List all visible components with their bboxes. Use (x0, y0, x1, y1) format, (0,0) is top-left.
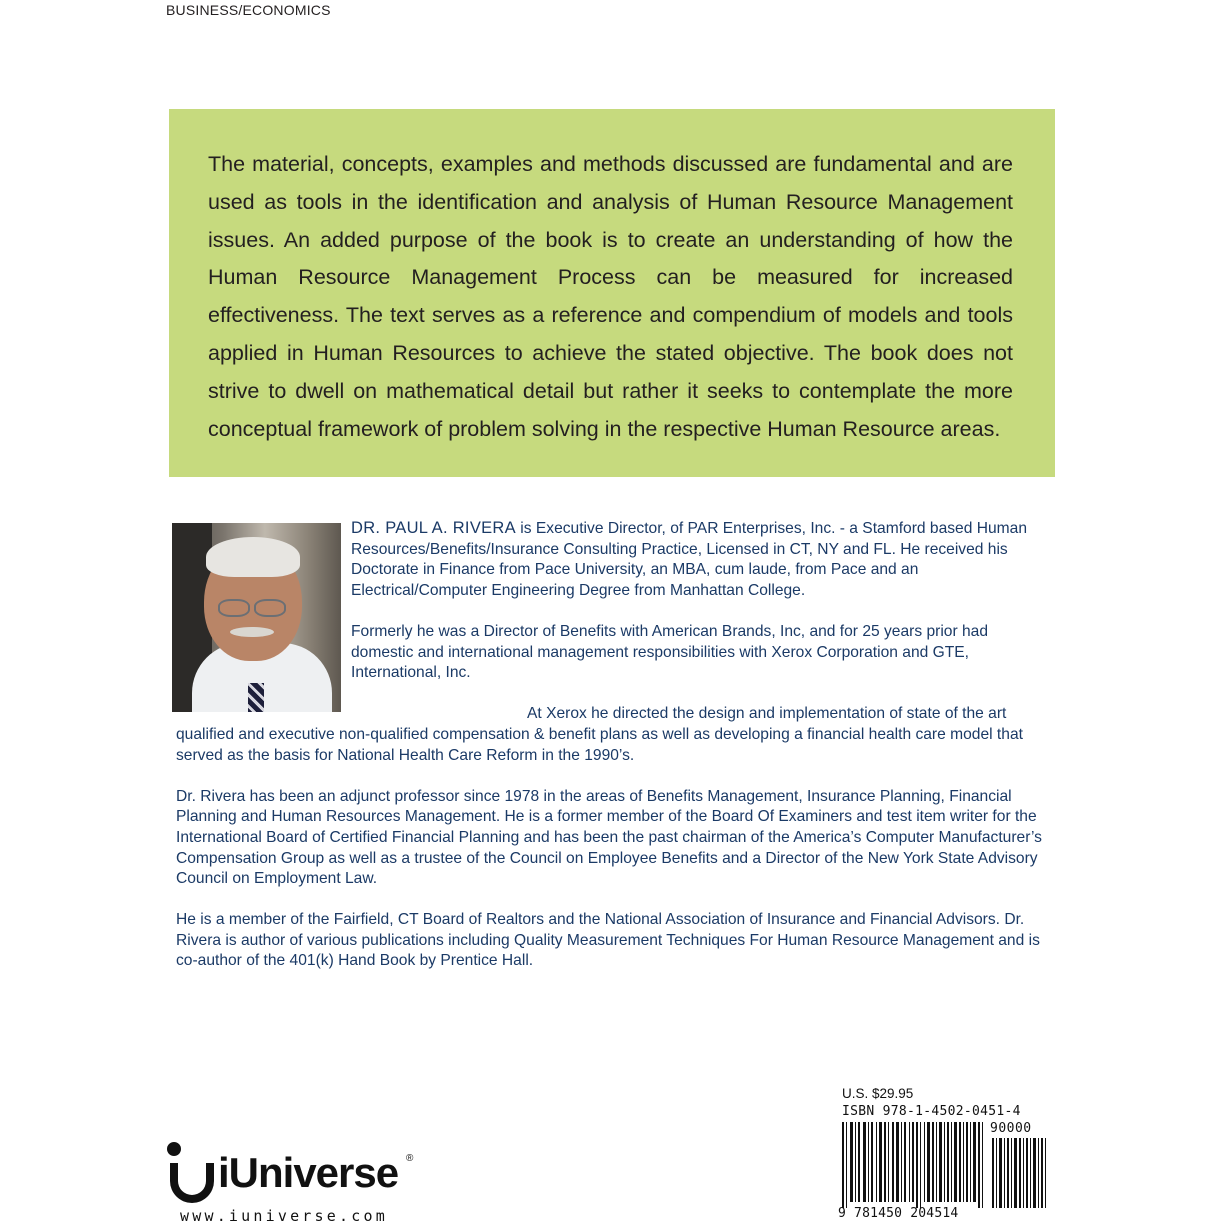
blurb-panel (169, 109, 1055, 477)
publisher-logo (166, 1137, 416, 1227)
publisher-name: iUniverse (218, 1149, 399, 1196)
bio-paragraph-5: He is a member of the Fairfield, CT Board of Realtors and the National Association of Insurance and Financial Advisors. Dr. Rivera is author of various publications including Quality Measurement Techniques For Human Resource Management and is co-author of the 401(k) Hand Book by Prentice Hall. (176, 911, 1040, 970)
isbn-number: ISBN 978-1-4502-0451-4 (842, 1104, 1021, 1119)
isbn-barcode (838, 1104, 1053, 1225)
author-photo (172, 523, 341, 712)
price-label: U.S. $29.95 (842, 1086, 914, 1101)
author-name: DR. PAUL A. RIVERA (351, 519, 516, 537)
bio-paragraph-2: Formerly he was a Director of Benefits with American Brands, Inc, and for 25 years prior had domestic and international management responsibilities with Xerox Corporation and GTE, International, Inc. (351, 622, 989, 682)
blurb-text: The material, concepts, examples and methods discussed are fundamental and are used as tools in the identification and analysis of Human Resource Management issues. An added purpose of the book is to create an understanding of how the Human Resource Management Process can be measured for increased effectiveness. The text serves as a reference and compendium of models and tools applied in Human Resources to achieve the stated objective. The book does not strive to dwell on mathematical detail but rather it seeks to contemplate the more conceptual framework of problem solving in the respective Human Resource areas. (208, 152, 1013, 441)
category-label: BUSINESS/ECONOMICS (166, 2, 331, 18)
bio-paragraph-3: At Xerox he directed the design and implementation of state of the art qualified and executive non-qualified compensation & benefit plans as well as developing a financial health care model that served as the basis for National Health Care Reform in the 1990’s. (176, 705, 1023, 764)
bio-paragraph-1: DR. PAUL A. RIVERA is Executive Director, of PAR Enterprises, Inc. - a Stamford based Human Resources/Benefits/Insurance Consulting Practice, Licensed in CT, NY and FL. He received his Doctorate in Finance from Pace University, an MBA, cum laude, from Pace and an Electrical/Computer Engineering Degree from Manhattan College. (351, 519, 1027, 599)
iuniverse-mark-icon (166, 1141, 218, 1203)
author-bio (176, 518, 1044, 993)
isbn-addon: 90000 (990, 1121, 1032, 1136)
registered-mark: ® (406, 1153, 414, 1164)
publisher-url: www.iuniverse.com (180, 1207, 388, 1225)
bio-paragraph-4: Dr. Rivera has been an adjunct professor since 1978 in the areas of Benefits Management, Insurance Planning, Financial Planning and Human Resources Management. He is a former member of the Board Of Examiners and test item writer for the International Board of Certified Financial Planning and has been the past chairman of the America’s Computer Manufacturer’s Compensation Group as well as a trustee of the Council on Employee Benefits and a Director of the New York State Advisory Council on Employment Law. (176, 787, 1042, 888)
ean-digits: 9 781450 204514 (838, 1206, 959, 1221)
